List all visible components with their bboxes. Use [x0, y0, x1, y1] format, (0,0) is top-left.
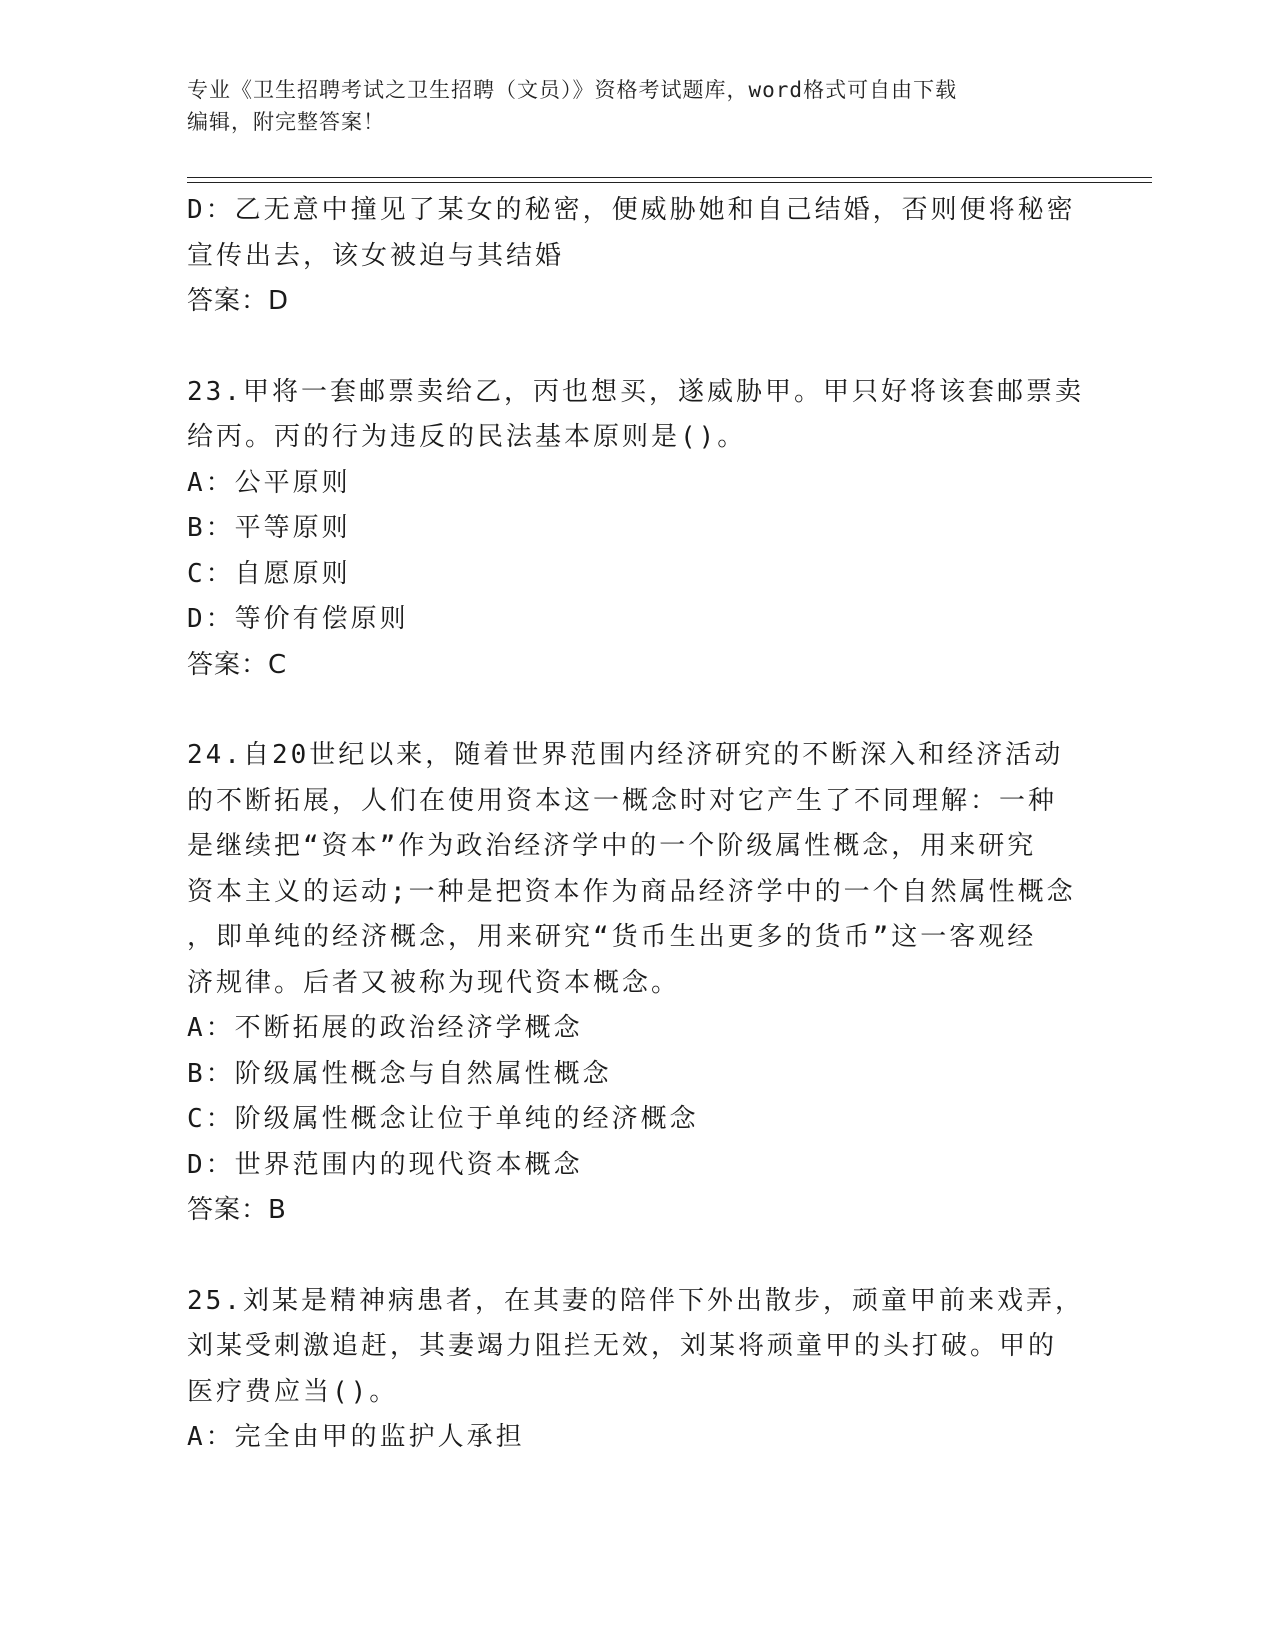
option-b: B：阶级属性概念与自然属性概念 [187, 1058, 612, 1089]
option-d: D：世界范围内的现代资本概念 [187, 1149, 583, 1180]
question-stem-continued: 资本主义的运动;一种是把资本作为商品经济学中的一个自然属性概念 [187, 876, 1076, 907]
document-header [187, 74, 1087, 138]
option-b: B：平等原则 [187, 513, 351, 543]
option-a: A：不断拓展的政治经济学概念 [187, 1013, 583, 1043]
question-stem-continued: 的不断拓展，人们在使用资本这一概念时对它产生了不同理解：一种 [187, 785, 1058, 816]
option-d: D：等价有偿原则 [187, 604, 409, 634]
option-a: A：公平原则 [187, 467, 351, 498]
question-22-tail [187, 188, 1087, 325]
question-stem: 23.甲将一套邮票卖给乙，丙也想买，遂威胁甲。甲只好将该套邮票卖 [187, 376, 1084, 407]
option-a: A：完全由甲的监护人承担 [187, 1422, 525, 1452]
question-stem: 24.自20世纪以来，随着世界范围内经济研究的不断深入和经济活动 [187, 740, 1064, 770]
question-stem-continued: 是继续把“资本”作为政治经济学中的一个阶级属性概念，用来研究 [187, 831, 1037, 861]
option-c: C：自愿原则 [187, 558, 351, 589]
answer: 答案：C [187, 649, 288, 680]
answer: 答案：D [187, 286, 290, 316]
option-d-continued: 宣传出去，该女被迫与其结婚 [187, 240, 565, 271]
question-stem-continued: ，即单纯的经济概念，用来研究“货币生出更多的货币”这一客观经 [187, 922, 1037, 952]
question-stem-continued: 济规律。后者又被称为现代资本概念。 [187, 967, 681, 998]
question-stem-continued: 给丙。丙的行为违反的民法基本原则是()。 [187, 422, 747, 452]
question-content [187, 188, 1087, 1461]
option-d: D：乙无意中撞见了某女的秘密，便威胁她和自己结婚，否则便将秘密 [187, 195, 1076, 225]
question-stem-continued: 医疗费应当()。 [187, 1376, 399, 1407]
question-stem-continued: 刘某受刺激追赶，其妻竭力阻拦无效，刘某将顽童甲的头打破。甲的 [187, 1331, 1058, 1361]
question-23 [187, 370, 1087, 689]
question-25 [187, 1279, 1087, 1461]
question-24 [187, 733, 1087, 1234]
answer: 答案：B [187, 1195, 287, 1225]
header-line-2: 编辑，附完整答案！ [187, 110, 385, 134]
header-line-1: 专业《卫生招聘考试之卫生招聘（文员）》资格考试题库，word格式可自由下载 [187, 78, 958, 102]
option-c: C：阶级属性概念让位于单纯的经济概念 [187, 1104, 699, 1134]
question-stem: 25.刘某是精神病患者，在其妻的陪伴下外出散步，顽童甲前来戏弄， [187, 1285, 1084, 1316]
header-divider [187, 177, 1152, 183]
